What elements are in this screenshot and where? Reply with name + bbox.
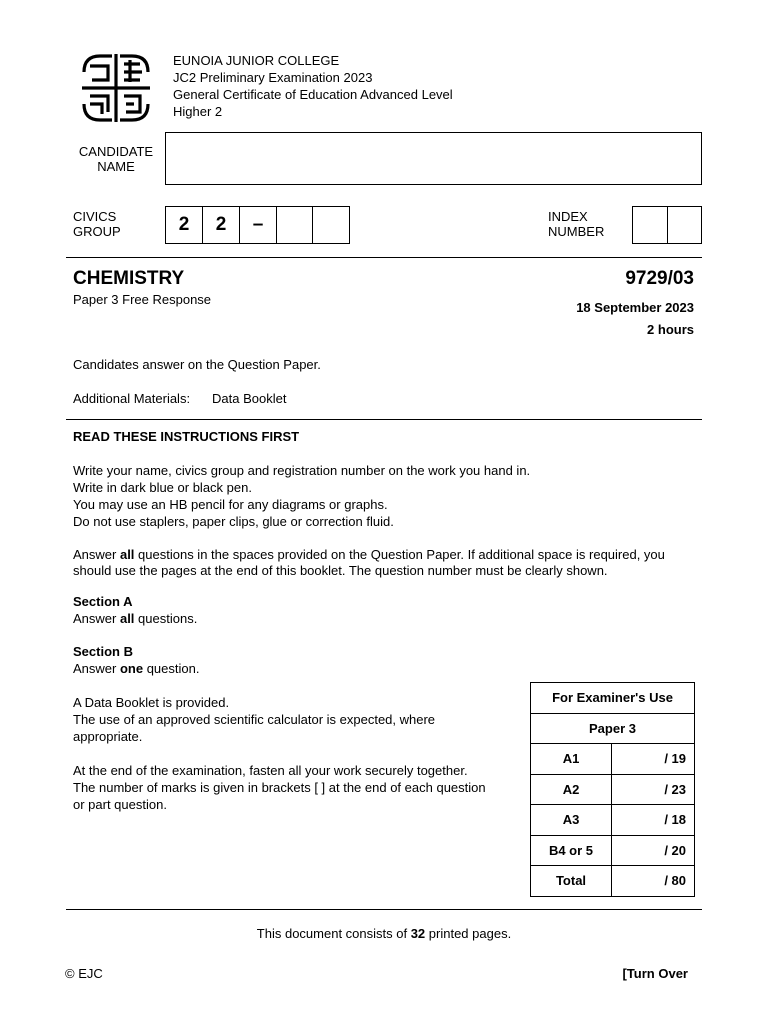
exam-name: JC2 Preliminary Examination 2023 — [173, 70, 373, 85]
row-label: A3 — [531, 805, 612, 836]
section-a-title: Section A — [73, 594, 133, 609]
section-b-title: Section B — [73, 644, 133, 659]
divider-middle — [66, 419, 702, 420]
civics-cell-5[interactable] — [312, 206, 350, 244]
divider-bottom — [66, 909, 702, 910]
civics-cell-2[interactable]: 2 — [202, 206, 240, 244]
table-row — [531, 805, 695, 836]
index-cell-1[interactable] — [632, 206, 668, 244]
level-name: Higher 2 — [173, 104, 223, 119]
paper-code: 9729/03 — [625, 268, 694, 289]
row-value: / 80 — [612, 866, 695, 897]
additional-materials-label: Additional Materials: — [73, 391, 191, 406]
booklet-line: A Data Booklet is provided. — [73, 695, 230, 710]
end-line: The number of marks is given in brackets [ ] at the end of each question — [73, 780, 486, 795]
row-value: / 19 — [612, 744, 695, 775]
answer-all-line-1: Answer all questions in the spaces provided on the Question Paper. If additional space is required, you — [73, 547, 665, 562]
end-line: At the end of the examination, fasten all your work securely together. — [73, 763, 468, 778]
row-value: / 23 — [612, 774, 695, 805]
answer-all-line-2: should use the pages at the end of this booklet. The question number must be clearly shown. — [73, 563, 608, 578]
row-label: A2 — [531, 774, 612, 805]
exam-duration: 2 hours — [647, 322, 694, 337]
end-line: or part question. — [73, 797, 167, 812]
row-label: A1 — [531, 744, 612, 775]
paper-title: Paper 3 Free Response — [73, 292, 212, 307]
row-label: B4 or 5 — [531, 835, 612, 866]
index-cell-2[interactable] — [667, 206, 702, 244]
instruction-line: Do not use staplers, paper clips, glue or correction fluid. — [73, 514, 394, 529]
subject-title: CHEMISTRY — [73, 268, 185, 289]
examiner-table — [530, 682, 695, 897]
table-row — [531, 835, 695, 866]
civics-label-2: GROUP — [73, 224, 121, 239]
instruction-line: Write in dark blue or black pen. — [73, 480, 252, 495]
index-label-1: INDEX — [548, 209, 588, 224]
table-row — [531, 774, 695, 805]
instruction-line: Write your name, civics group and registration number on the work you hand in. — [73, 463, 531, 478]
civics-label-1: CIVICS — [73, 209, 117, 224]
certificate-name: General Certificate of Education Advanced Level — [173, 87, 453, 102]
answer-on-paper: Candidates answer on the Question Paper. — [73, 357, 321, 372]
table-row — [531, 866, 695, 897]
instructions-heading: READ THESE INSTRUCTIONS FIRST — [73, 429, 300, 444]
row-label: Total — [531, 866, 612, 897]
civics-cell-1[interactable]: 2 — [165, 206, 203, 244]
candidate-name-label-2: NAME — [97, 159, 135, 174]
row-value: / 18 — [612, 805, 695, 836]
candidate-name-field[interactable] — [165, 132, 702, 185]
index-label-2: NUMBER — [548, 224, 605, 239]
candidate-name-label-1: CANDIDATE — [78, 144, 154, 159]
exam-date: 18 September 2023 — [576, 300, 694, 315]
page-count: This document consists of 32 printed pages. — [256, 926, 512, 941]
divider-top — [66, 257, 702, 258]
examiner-title: For Examiner's Use — [531, 683, 695, 714]
turn-over: [Turn Over — [622, 966, 688, 981]
booklet-line: appropriate. — [73, 729, 143, 744]
examiner-paper: Paper 3 — [531, 713, 695, 744]
civics-cell-3[interactable]: – — [239, 206, 277, 244]
section-a-text: Answer all questions. — [73, 611, 198, 626]
college-logo — [78, 52, 154, 124]
booklet-line: The use of an approved scientific calculator is expected, where — [73, 712, 436, 727]
section-b-text: Answer one question. — [73, 661, 200, 676]
additional-materials-value: Data Booklet — [212, 391, 287, 406]
copyright: © EJC — [65, 966, 103, 981]
row-value: / 20 — [612, 835, 695, 866]
civics-cell-4[interactable] — [276, 206, 313, 244]
table-row — [531, 744, 695, 775]
instruction-line: You may use an HB pencil for any diagrams or graphs. — [73, 497, 388, 512]
college-name: EUNOIA JUNIOR COLLEGE — [173, 53, 340, 68]
